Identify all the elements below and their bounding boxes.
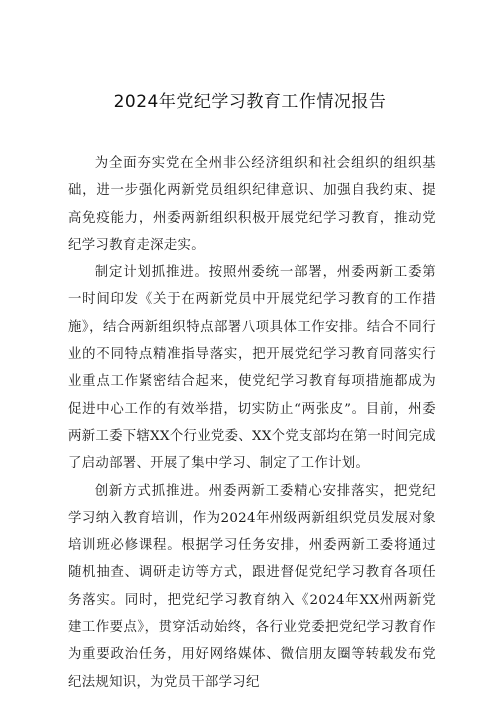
paragraph-method: 创新方式抓推进。州委两新工委精心安排落实，把党纪学习纳入教育培训，作为2024年州级两新组织党员发展对象培训班必修课程。根据学习任务安排，州委两新工委将通过随机抽查、调研走访等方式，跟进督促党纪学习教育各项任务落实。同时，把党纪学习教育纳入《2024年XX州两新党建工作要点》，贯穿活动始终，各行业党委把党纪学习教育作为重要政治任务，用好网络媒体、微信朋友圈等转载发布党纪法规知识，为党员干部学习纪 bbox=[68, 483, 436, 690]
document-body bbox=[68, 150, 436, 696]
paragraph-intro: 为全面夯实党在全州非公经济组织和社会组织的组织基础，进一步强化两新党员组织纪律意识、加强自我约束、提高免疫能力，州委两新组织积极开展党纪学习教育，推动党纪学习教育走深走实。 bbox=[68, 156, 436, 253]
paragraph-plan: 制定计划抓推进。按照州委统一部署，州委两新工委第一时间印发《关于在两新党员中开展党纪学习教育的工作措施》，结合两新组织特点部署八项具体工作安排。结合不同行业的不同特点精准指导落实，把开展党纪学习教育同落实行业重点工作紧密结合起来，使党纪学习教育每项措施都成为促进中心工作的有效举措，切实防止“两张皮”。目前，州委两新工委下辖XX个行业党委、XX个党支部均在第一时间完成了启动部署、开展了集中学习、制定了工作计划。 bbox=[68, 265, 436, 472]
document-title: 2024年党纪学习教育工作情况报告 bbox=[113, 92, 387, 112]
